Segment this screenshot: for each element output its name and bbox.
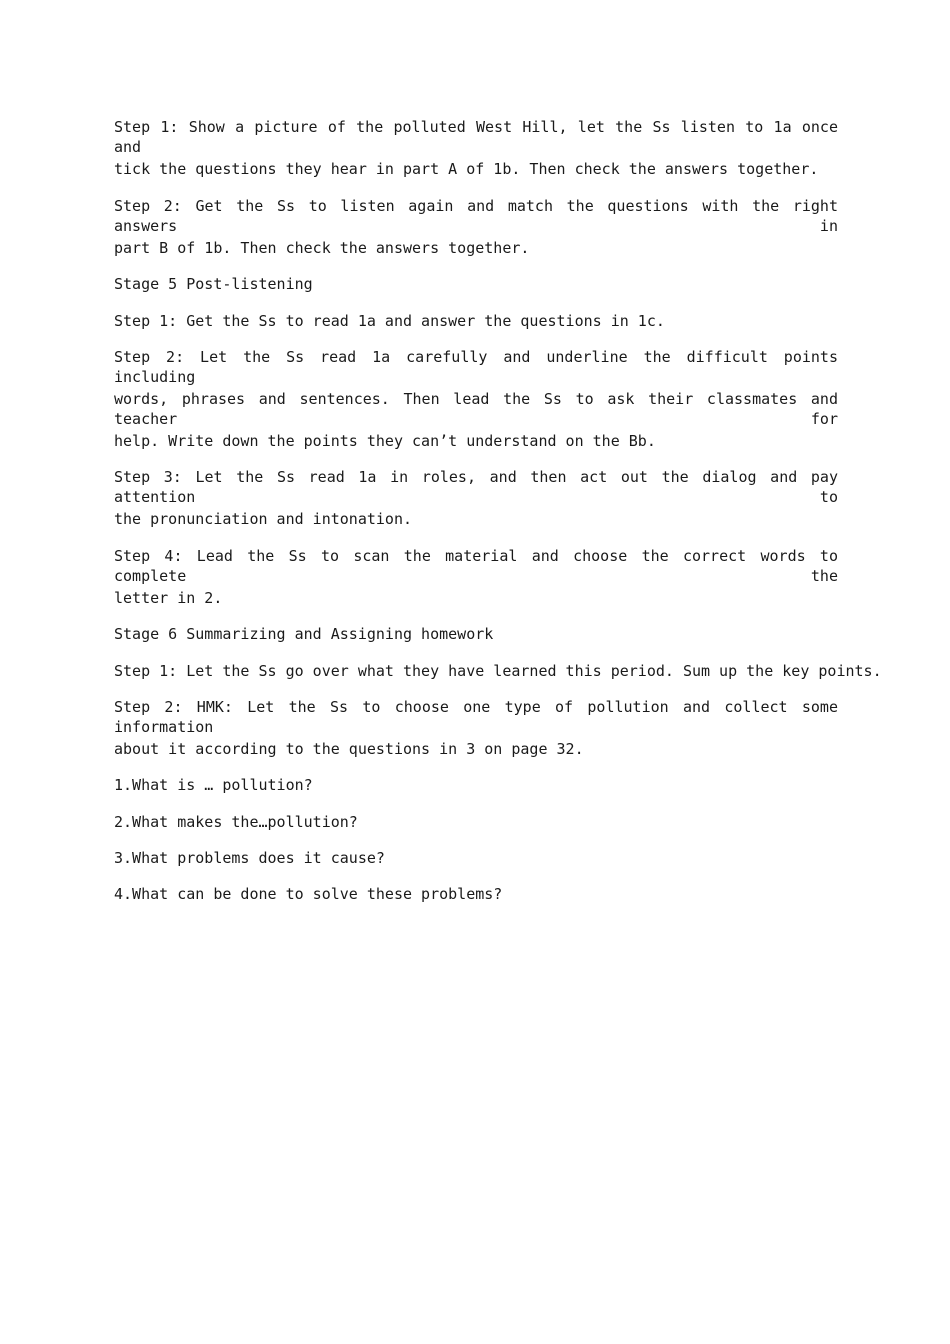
text-line: Step 2: HMK: Let the Ss to choose one type of pollution and collect some information bbox=[114, 698, 838, 736]
text-line: Step 4: Lead the Ss to scan the material and choose the correct words to complete the bbox=[114, 547, 838, 585]
text-line: the pronunciation and intonation. bbox=[114, 510, 413, 528]
text-line: letter in 2. bbox=[114, 589, 223, 607]
text-line: help. Write down the points they can’t understand on the Bb. bbox=[114, 432, 656, 450]
text-line: words, phrases and sentences. Then lead the Ss to ask their classmates and teacher for bbox=[114, 390, 838, 428]
stage-heading: Stage 6 Summarizing and Assigning homework bbox=[114, 625, 494, 643]
question-item: 2.What makes the…pollution? bbox=[114, 813, 358, 831]
text-line: Step 1: Show a picture of the polluted West Hill, let the Ss listen to 1a once and bbox=[114, 118, 838, 156]
text-line: Step 2: Let the Ss read 1a carefully and underline the difficult points including bbox=[114, 348, 838, 386]
text-line: Step 3: Let the Ss read 1a in roles, and then act out the dialog and pay attention to bbox=[114, 468, 838, 506]
stage-heading: Stage 5 Post-listening bbox=[114, 275, 313, 293]
text-line: part B of 1b. Then check the answers together. bbox=[114, 239, 530, 257]
text-line: Step 1: Get the Ss to read 1a and answer the questions in 1c. bbox=[114, 312, 665, 330]
text-line: Step 1: Let the Ss go over what they have learned this period. Sum up the key points. bbox=[114, 662, 882, 680]
question-item: 3.What problems does it cause? bbox=[114, 849, 385, 867]
question-item: 1.What is … pollution? bbox=[114, 776, 313, 794]
text-line: tick the questions they hear in part A of 1b. Then check the answers together. bbox=[114, 160, 819, 178]
text-line: about it according to the questions in 3 on page 32. bbox=[114, 740, 584, 758]
text-line: Step 2: Get the Ss to listen again and match the questions with the right answers in bbox=[114, 197, 838, 235]
question-item: 4.What can be done to solve these problems? bbox=[114, 885, 503, 903]
